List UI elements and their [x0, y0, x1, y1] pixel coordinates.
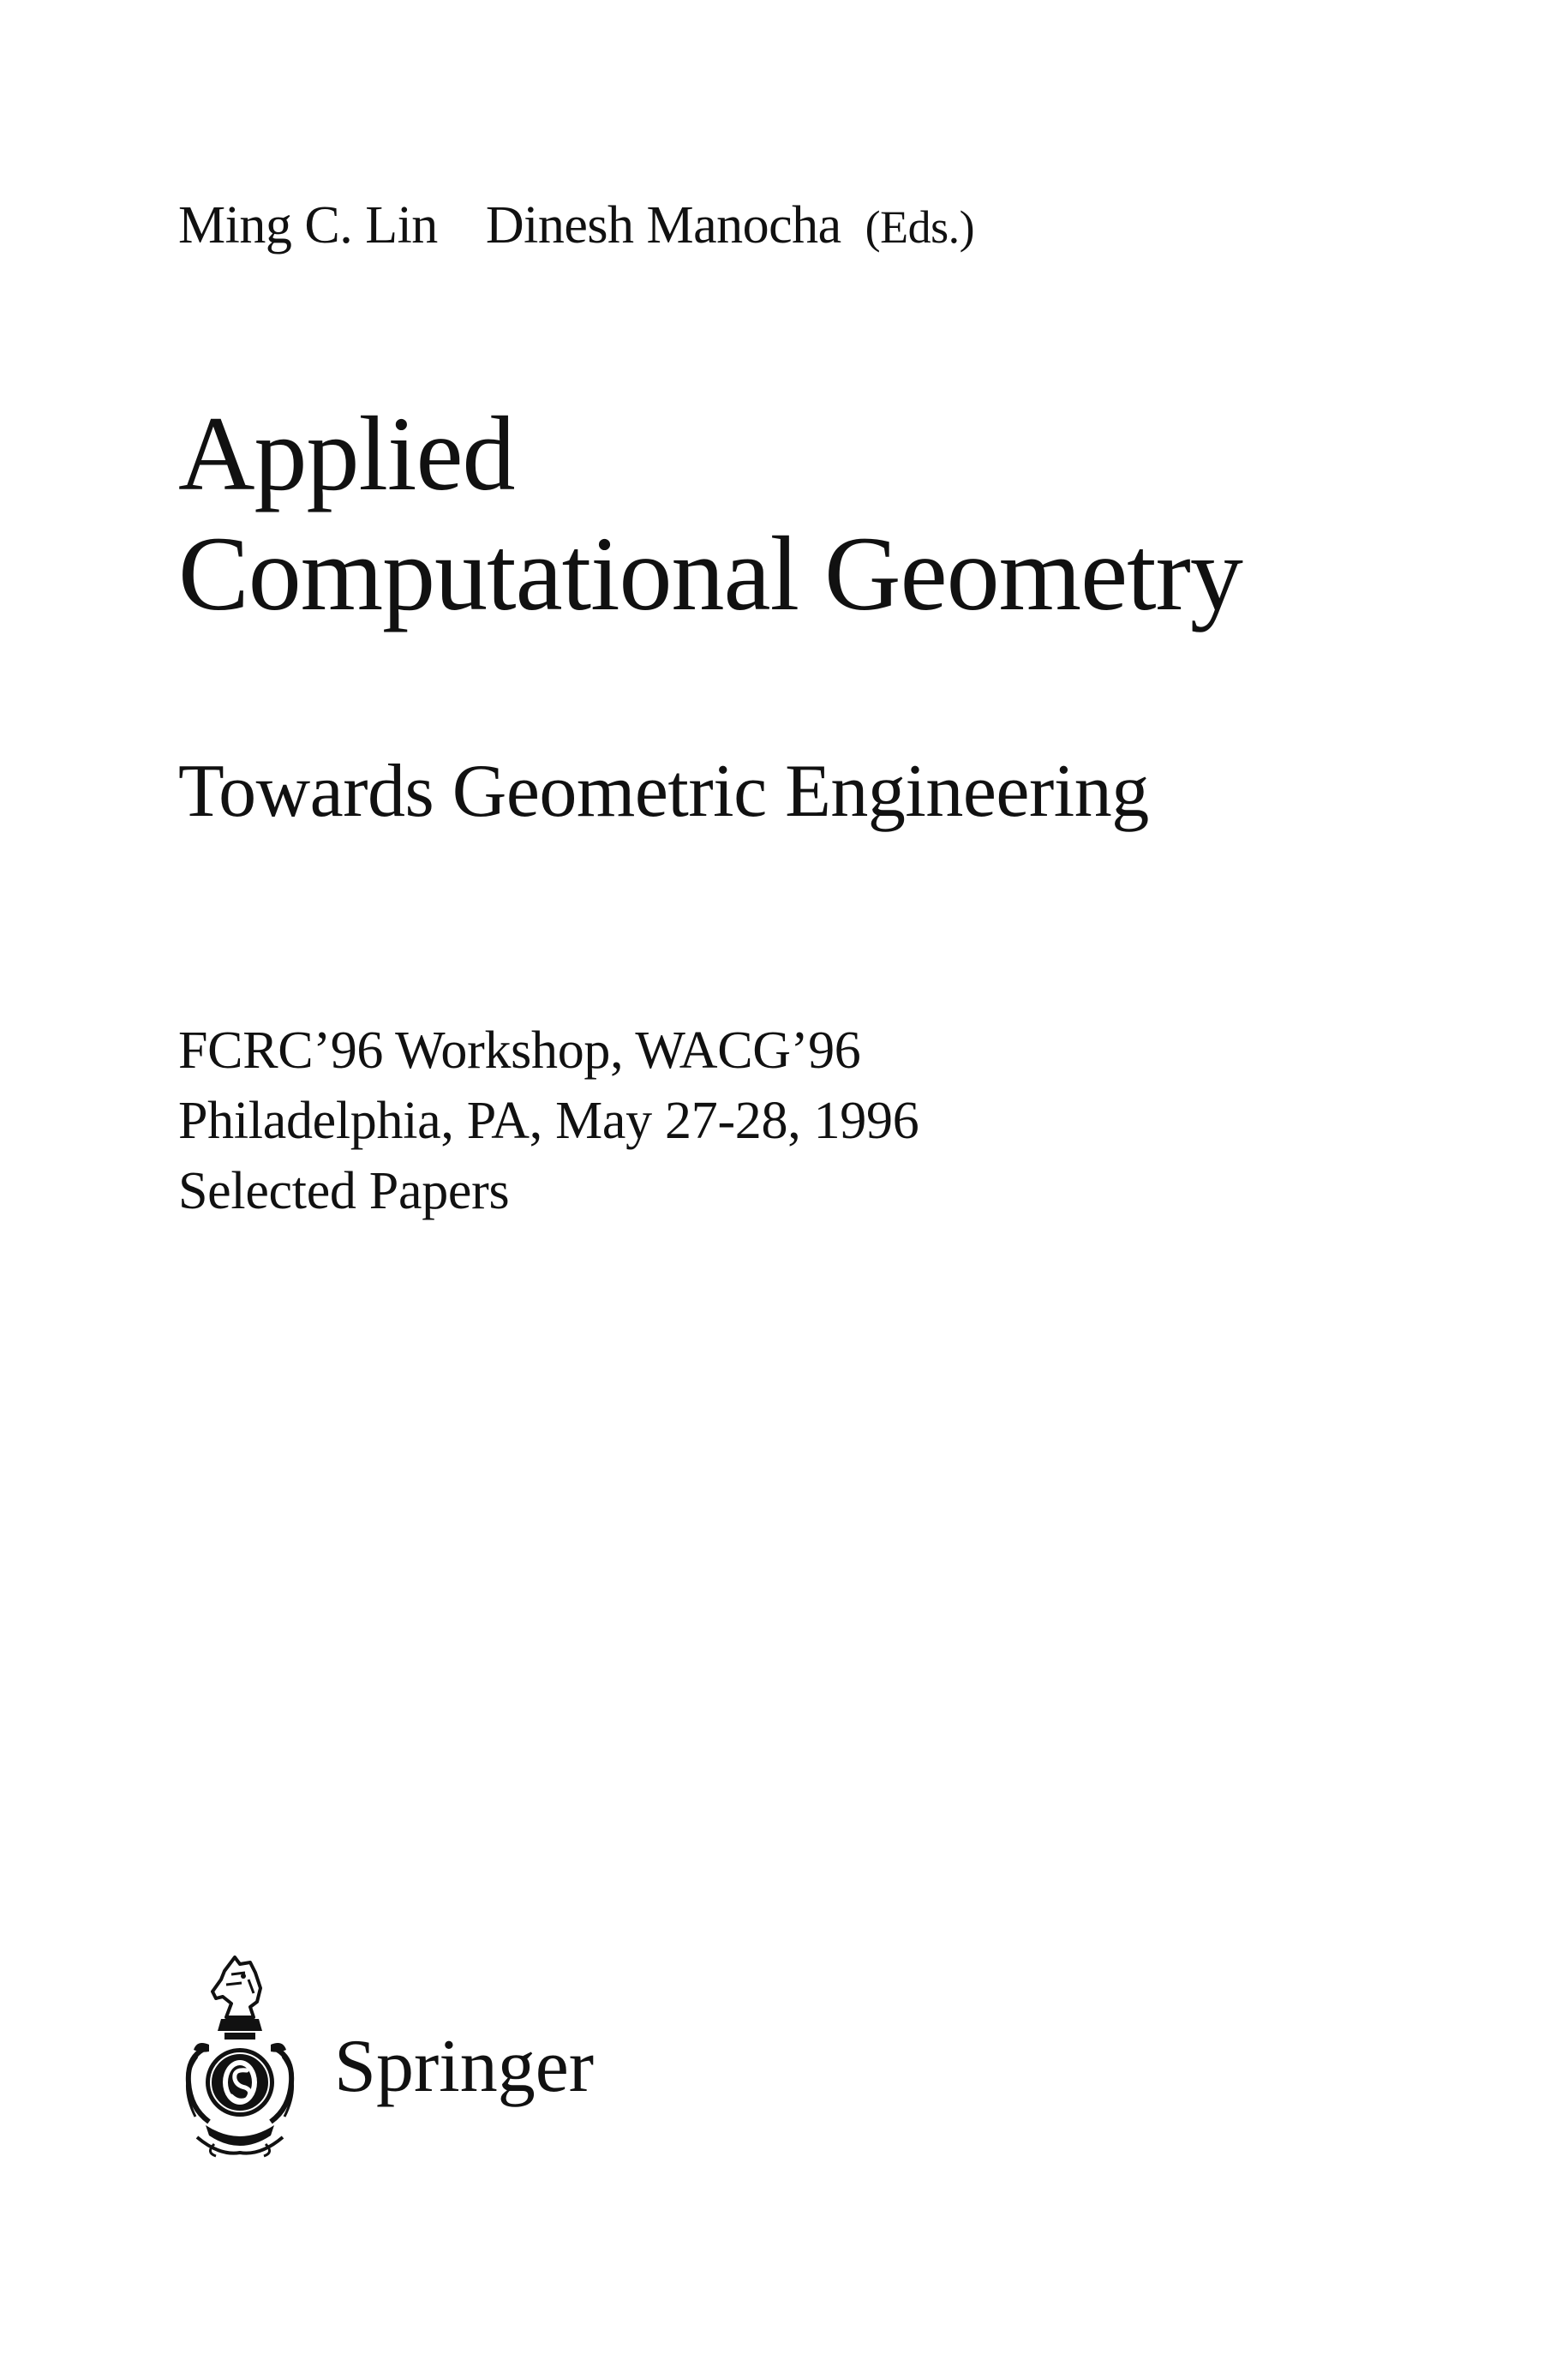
book-title-line: Computational Geometry	[178, 515, 1242, 632]
book-subtitle: Towards Geometric Engineering	[178, 750, 1149, 833]
event-info-line: FCRC’96 Workshop, WACG’96	[178, 1021, 861, 1080]
editors-line	[178, 196, 975, 255]
springer-chess-knight-logo-icon	[171, 1954, 308, 2159]
event-info-line: Philadelphia, PA, May 27-28, 1996	[178, 1092, 919, 1150]
event-info-line: Selected Papers	[178, 1162, 510, 1220]
publisher-block	[171, 1954, 771, 2159]
editors-role: (Eds.)	[865, 201, 975, 253]
book-title-line: Applied	[178, 395, 515, 512]
editor-name: Dinesh Manocha	[485, 196, 841, 255]
publisher-name: Springer	[334, 2025, 595, 2108]
event-info	[178, 1015, 919, 1226]
book-title	[178, 394, 1242, 634]
editor-name: Ming C. Lin	[178, 196, 438, 255]
